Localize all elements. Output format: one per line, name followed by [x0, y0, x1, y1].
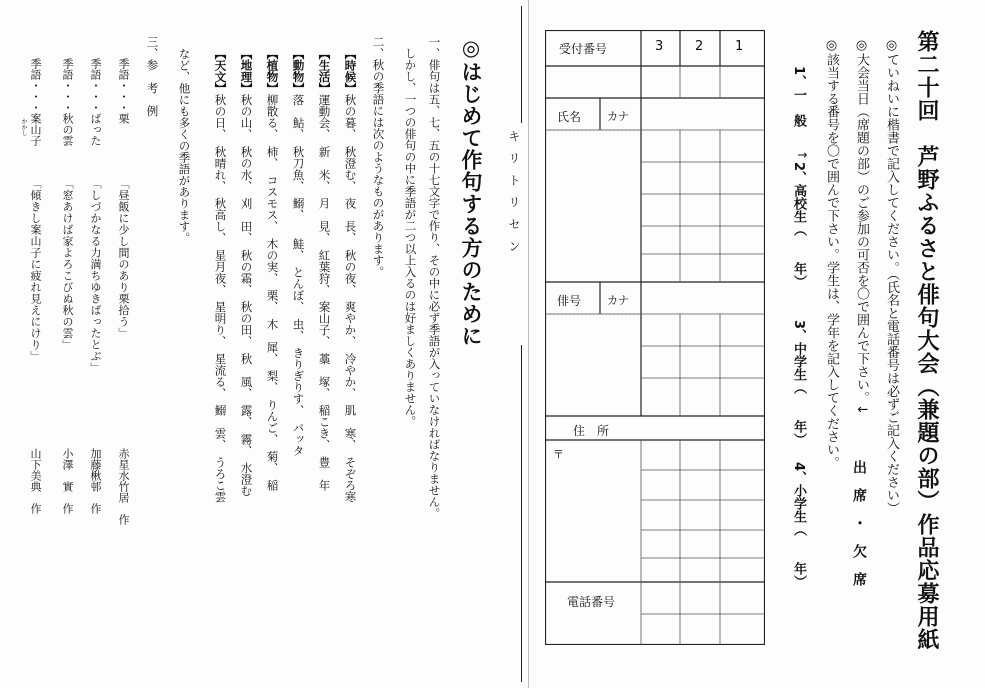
- example-3-author: 小澤 實 作: [61, 448, 74, 514]
- entry-table: [545, 30, 765, 645]
- attendance-choice[interactable]: 出 席 ・ 欠 席: [851, 460, 867, 586]
- haigo-label: 俳号: [557, 294, 582, 308]
- address-label: 住 所: [573, 424, 610, 438]
- example-4-author: 山下美典 作: [29, 448, 42, 514]
- reception-digit-2: 2: [695, 39, 704, 54]
- example-4-haiku: 「傾きし案山子に疲れ見えにけり」: [29, 178, 42, 362]
- rule-two: 二、秋の季語には次のようなものがあります。: [371, 36, 386, 278]
- note-attendance: ◎大会当日（席題の部）のご参加の可否を〇で囲んで下さい。↓: [854, 38, 869, 415]
- kigo-words-shokubutsu: 柳散る、 柿、 コスモス、 木の実、 栗、 木 犀、 梨、 りんご、 菊、 稲: [265, 94, 280, 491]
- kigo-seikatsu: [318, 48, 330, 491]
- kigo-words-jikou: 秋の暮、 秋澄む、 夜 長、 秋の夜、 爽やか、 冷やか、 肌 寒、 そぞろ寒: [343, 94, 358, 503]
- cut-line-bottom: [521, 345, 522, 682]
- kigo-cat-shokubutsu: 【植物】: [265, 48, 280, 94]
- example-1-haiku: 「昼飯に少し間のあり栗拾う」: [117, 178, 130, 339]
- arrow-up: ↑: [795, 150, 809, 161]
- kigo-words-tenmon: 秋の日、 秋晴れ、 秋高し、 星月夜、 星明り、 星流る、 鰯 雲、 うろこ雲: [213, 94, 228, 503]
- kigo-words-doubutsu: 落 鮎、 秋刀魚、 鰯、 鮭、 とんぼ、 虫、 きりぎりす、 バッタ: [291, 94, 306, 457]
- example-1-author: 赤星水竹居 作: [117, 448, 130, 525]
- phone-label: 電話番号: [567, 595, 616, 609]
- kigo-words-chiri: 秋の山、 秋の水、 刈 田、 秋の霜、 秋の田、 秋 風、 露、 霧、 水澄む: [239, 94, 254, 497]
- examples-heading: 三、参 考 例: [145, 36, 160, 117]
- kigo-cat-chiri: 【地理】: [239, 48, 254, 94]
- name-kana-label: カナ: [607, 110, 629, 123]
- category-junior-high[interactable]: 3、中学生（ 年）: [791, 320, 806, 447]
- name-label: 氏名: [557, 110, 582, 124]
- form-title: 第二十回 芦野ふるさと俳句大会（兼題の部）作品応募用紙: [914, 30, 939, 651]
- phone-input-area[interactable]: [642, 583, 764, 644]
- page-fold: [528, 0, 529, 688]
- example-2-haiku: 「しづかなる力満ちゆきばったとぶ」: [89, 178, 102, 374]
- category-high-school[interactable]: 2、高校生（ 年）: [791, 162, 806, 289]
- address-input-area[interactable]: [546, 460, 640, 580]
- example-2-kigo: 季語・・・ばった: [89, 58, 102, 146]
- category-elementary[interactable]: 4、小学生（ 年）: [791, 462, 806, 589]
- kigo-tenmon: [214, 48, 226, 502]
- kigo-words-seikatsu: 運動会、 新 米、 月 見、 紅葉狩、 案山子、 藁 塚、 稲こき、 豊 年: [317, 94, 332, 491]
- note-category: ◎該当する番号を〇で囲んで下さい。学生は、学年を記入してください。: [824, 38, 839, 469]
- cut-line-label: キリトリセン: [507, 130, 521, 262]
- kakashi-furigana: かかし: [20, 118, 27, 136]
- rule-one: 一、俳句は五、七、五の十七文字で作り、その中に必ず季語が入っていなければなりません。: [427, 36, 442, 519]
- example-3-haiku: 「窓あけば家よろこびぬ秋の雲」: [61, 178, 74, 351]
- reception-digit-1: 1: [735, 39, 744, 54]
- reception-number-label: 受付番号: [559, 42, 608, 56]
- example-1-kigo: 季語・・・栗: [117, 58, 130, 124]
- haigo-input-area[interactable]: [546, 315, 640, 415]
- kigo-jikou: [344, 48, 356, 502]
- example-4-kigo: 季語・・・案山子: [29, 58, 42, 146]
- rule-one-cont: しかし、一つの俳句の中に季語が二つ以上入るのは好ましくありません。: [403, 36, 418, 427]
- category-general[interactable]: 1、一 般: [791, 66, 806, 128]
- kigo-shokubutsu: [266, 48, 278, 491]
- example-3-kigo: 季語・・・秋の雲: [61, 58, 74, 146]
- kigo-cat-jikou: 【時候】: [343, 48, 358, 94]
- haigo-kana-label: カナ: [607, 294, 629, 307]
- name-input-area[interactable]: [546, 131, 640, 281]
- kigo-more: など、他にも多くの季語があります。: [177, 48, 192, 244]
- postal-mark: 〒: [553, 448, 564, 461]
- kigo-cat-seikatsu: 【生活】: [317, 48, 332, 94]
- kigo-cat-doubutsu: 【動物】: [291, 48, 306, 94]
- cut-line-top: [521, 6, 522, 123]
- kigo-cat-tenmon: 【天文】: [213, 48, 228, 94]
- reception-digit-3: 3: [655, 39, 664, 54]
- example-2-author: 加藤楸邨 作: [89, 448, 102, 514]
- kigo-doubutsu: [292, 48, 304, 456]
- beginner-heading: ◎はじめて作句する方のために: [459, 36, 483, 347]
- kigo-chiri: [240, 48, 252, 497]
- note-handwriting: ◎ていねいに楷書で記入してください。（氏名と電話番号は必ずご記入ください）: [884, 38, 899, 515]
